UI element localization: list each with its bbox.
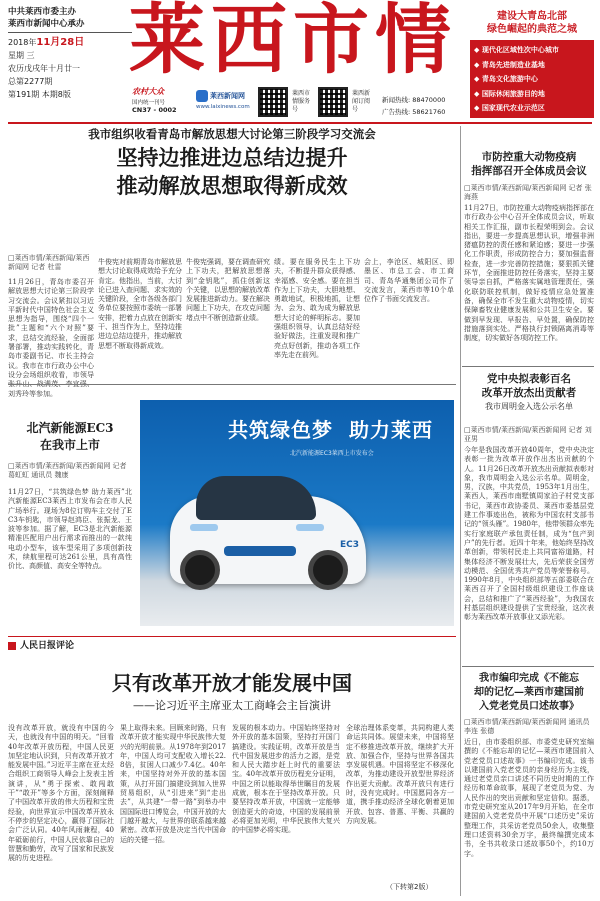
news-hotline: 新闻热线: 88470000: [382, 96, 446, 104]
banner-text-part: 助力莱西: [348, 418, 433, 442]
right2-headline-line: 党中央拟表彰百名: [487, 373, 571, 385]
cn-label: 国内统一刊号: [132, 100, 166, 106]
qr2-label: 莱西新闻订阅号: [352, 90, 371, 113]
slogan-line: 建设大青岛北部: [497, 11, 567, 22]
sponsor-info: [8, 6, 85, 30]
goal-item: ◆ 青岛文化旅游中心: [474, 75, 538, 83]
commentary-subhead: ——论习近平主席亚太工商峰会主旨演讲: [133, 699, 331, 712]
divider: [8, 384, 456, 385]
newspaper-title: 莱西市情: [129, 0, 457, 84]
goal-item: ◆ 现代化区域性次中心城市: [474, 46, 559, 54]
right2-byline: □莱西市情/莱西新闻/莱西新闻网 记者 刘亚男: [464, 426, 592, 443]
car-grille: [224, 546, 296, 556]
lead-kicker: 我市组织收看青岛市解放思想大讨论第三阶段学习交流会: [88, 127, 376, 141]
site-logo[interactable]: [196, 90, 250, 114]
sponsor-line: 中共莱西市委主办: [8, 7, 77, 17]
cn-number: CN37 - 0002: [132, 106, 177, 114]
weekday: 星期 三: [8, 51, 35, 60]
stamp-text: 农村大众: [132, 86, 164, 96]
divider: [462, 666, 594, 667]
wheel-icon: [180, 550, 220, 590]
lead-headline: 坚持边推进边总结边提升: [116, 145, 348, 170]
right2-deck: 我市周明金入选公示名单: [485, 402, 573, 411]
lead-col: 会上，李沧区、城阳区、即墨区、市总工会、市工商司、青岛华通集团公司作了交流发言，莱西市等10个单位作了书面交流发言。: [364, 258, 454, 304]
lead-col: 牛俊宪对前期青岛市解放思想大讨论取得成效给予充分肯定。他指出，当前，大讨论已进入查问题、求实效的关键阶段，全市各级各部门务单位要按照市委统一部署安排，把着力点放在创新实干、担当作为上，坚持边推进边总结边提升，推动解放思想不断取得新成效。: [98, 258, 182, 350]
car-photo: [140, 400, 454, 626]
car-badge: EC3: [340, 540, 360, 550]
right2-body: 今年是我国改革开放40周年，党中央决定表彰一批为改革开放作出杰出贡献的个人。11月26日改革开放杰出贡献拟表彰对象，我市周明金入选公示名单。周明金，男，汉族，中共党员，1953年1月出生，莱西人，莱西市南墅镇周家泊子村党支部书记，莱西市政协委员、莱西市委基层党建工作事迹出色，被称为中国农村支部书记的“领头雁”。1980年，他带领群众率先实行家庭联产承包责任制，成为“包产到户”的先行者。近四十年来，他始终坚持改革创新，带领村民走上共同富裕道路，村集体经济不断发展壮大，先后荣获全国劳动模范、全国优秀共产党员等荣誉称号。1990年8月，中央组织部等五部委联合在莱西召开了全国村级组织建设工作座谈会，总结和推广了“莱西经验”，为我国农村基层组织建设提供了宝贵经验，这次表彰为莱西改革开放事业又添光彩。: [464, 446, 594, 622]
lunar-date: 农历戊戌年十月廿一: [8, 64, 80, 73]
hotlines: [382, 94, 445, 118]
lead-byline: □莱西市情/莱西新闻/莱西新闻网 记者 杜雷: [8, 254, 90, 271]
slogan: [468, 10, 596, 36]
right3-headline-line: 却的记忆—莱西市建国前: [474, 687, 584, 698]
masthead-rule: [8, 122, 592, 124]
lead-col: 绩。要在服务民生上下功夫，不断提升群众获得感、幸福感、安全感。要在担当作为上下功夫，大胆地想、勇敢地试，积极地抓，让想为、会为、敢为成为解放思想大讨论的鲜明标志。要加强组织领导，认真总结好经验好做法，注重发现和推广亮点好创新，推动各项工作率先走在前列。: [274, 258, 360, 359]
lead-col: 牛俊宪强调，要在调查研究上下功夫，把解放思想落到“金钥匙”，抓住创新这个关键，以思想的解放改革发展推进新动力。要在解决问题上下功夫，在攻克问题堵点中不断创造新业绩。: [186, 258, 270, 322]
lead-headline: 推动解放思想取得新成效: [116, 173, 348, 198]
banner-text: [228, 414, 448, 443]
goal-item: ◆ 国际休闲旅游目的地: [474, 89, 545, 98]
goals-box: [470, 40, 594, 118]
divider: [8, 32, 132, 33]
right1-headline-line: 市防控重大动物疫病: [481, 151, 577, 163]
right3-headline-line: 我市编印完成《不能忘: [479, 673, 579, 684]
qr-code-icon[interactable]: [258, 87, 288, 117]
site-url: www.laixinews.com: [196, 104, 250, 110]
ad-hotline: 广告热线: 58621760: [382, 108, 446, 116]
car-headline-line: 北汽新能源EC3: [26, 421, 114, 435]
section-rule: [8, 636, 456, 637]
commentary-col: 发展的根本动力。中国始终坚持对外开放的基本国策，坚持打开国门搞建设。实践证明，改革开放是当代中国发展进步的活力之源，是党和人民大踏步赶上时代的重要法宝。40年改革开放历程充分证明，中国之所以能取得举世瞩目的发展成就，根本在于坚持改革开放。只要坚持改革开放，中国就一定能够创造更大的奇迹，中国的发展前景必将更加光明，中华民族伟大复兴的中国梦必将实现。: [232, 724, 340, 835]
right1-headline: [464, 150, 594, 178]
divider: [462, 366, 594, 367]
car-windshield: [196, 476, 316, 520]
date-year: 2018年: [8, 38, 37, 47]
headlight-icon: [296, 524, 324, 531]
right3-byline: □莱西市情/莱西新闻/莱西新闻网 通讯员 李连 张德: [464, 718, 590, 735]
column-divider: [460, 126, 461, 896]
commentary-col: 没有改革开放，就没有中国的今天，也就没有中国的明天。“回看40年改革开放历程，中国人民更加坚定地认识到，只有改革开放才能发展中国。”习近平主席在亚太经合组织工商领导人峰会上发表主旨演讲，从“勇于探索、敢闯敢干”“敢开”等多个方面，深刻阐释了中国改革开放的伟大历程和宝贵经验，向世界宣示中国改革开放永不停步的坚定决心，赢得了国际社会广泛认同。40年风雨兼程，40年砥砺前行，中国人民依靠自己的智慧和勤劳，改写了国家和民族发展的历史进程。: [8, 724, 114, 863]
section-marker-icon: [8, 642, 16, 650]
right3-headline: [464, 672, 594, 714]
site-logo-text: 莱西新闻网: [210, 92, 245, 100]
banner-text-part: 共筑绿色梦: [228, 418, 333, 442]
date-day: 11月28日: [36, 37, 85, 48]
car-body: 11月27日，“共筑绿色梦 助力莱西”北汽新能源EC3莱西上市发布会在市人民广场举行。现场为8位订购车主交付了EC3车钥匙，市领导赵鸿臣、张振龙、王波等参加。据了解，EC3是北汽新能源精准匹配用户出行需求而推出的一款纯电动小型车，该车型采用了多项创新技术，续航里程可达261公里，具有高性价比、高颜值、高安全等特点。: [8, 488, 132, 571]
wheel-icon: [308, 550, 348, 590]
right2-headline-line: 改革开放杰出贡献者: [481, 387, 577, 399]
cn-block: [132, 100, 177, 114]
goal-item: ◆ 国家现代农业示范区: [474, 104, 545, 112]
right1-headline-line: 指挥部召开全体成员会议: [471, 165, 587, 177]
section-label: 人民日报评论: [20, 641, 75, 651]
sponsor-line: 莱西市新闻中心承办: [8, 19, 85, 29]
right3-body: 近日，由市委组织部、市委党史研究室编撰的《不能忘却的记忆—莱西市建国前入党老党员口述故事》一书编印完成。该书以建国前入党老党员的亲身经历为主线，通过老党员亲口讲述不同历史时期的工作经历和革命故事，展现了老党员为党、为人民作出的突出贡献和坚定信仰。据悉，市党史研究室从2017年9月开始，在全市建国前入党老党员中开展“口述历史”采访整理工作，共采访老党员50余人，收集整理口述资料30余万字，最终编撰完成本书，全书共收录口述故事50个，约10万字。: [464, 738, 594, 858]
goal-item: ◆ 青岛先进制造业基地: [474, 60, 545, 69]
lead-col: 11月26日，青岛市委召开解放思想大讨论第三阶段学习交流会。会议紧扣以习近平新时代中国特色社会主义思想为指导，围绕“四个一批”主题和“六个对照”要求，总结交流经验，全面部署部署，推动实践转化，青岛市委副书记、市长主持会议。我市在市行政办公中心设分会场组织收看，市领导 刘秀玲等参加。: [8, 278, 94, 398]
commentary-headline: 只有改革开放才能发展中国: [112, 671, 352, 695]
right3-headline-line: 入党老党员口述故事》: [479, 701, 579, 712]
car-headline-line: 在我市上市: [39, 438, 100, 452]
right1-byline: □莱西市情/莱西新闻/莱西新闻网 记者 张海燕: [464, 184, 592, 201]
car-byline: □莱西市情/莱西新闻/莱西新闻网 记者 葛虹虹 通讯员 魏康: [8, 462, 127, 479]
date-block: [8, 36, 84, 101]
headlight-icon: [190, 524, 218, 531]
right2-headline: [464, 372, 594, 400]
car-headline: [8, 420, 132, 454]
commentary-col: 果上取得未来。回顾来时路，只有改革开放才能实现中华民族伟大复兴的光明前景。从1978年到2017年，中国人均可支配收入增长22.8倍，贫困人口减少7.4亿。40年来，中国坚持对外开放的基本国策，从打开国门搞建设到加入世界贸易组织，从“引进来”到“走出去”，从共建“一带一路”到举办中国国际进口博览会，中国开放的大门越开越大，与世界的联系越来越紧密。改革开放是决定当代中国命运的关键一招。: [120, 724, 226, 844]
continued-note: （下转第2版）: [386, 883, 433, 891]
banner-caption: 北汽新能源EC3莱西上市发布会: [290, 450, 374, 457]
qr-code-icon[interactable]: [318, 87, 348, 117]
issue-line: 第191期 本期8版: [8, 90, 71, 99]
qr1-label: 莱西市情服务号: [292, 90, 311, 113]
commentary-col: 全球治理体系变革，共同构建人类命运共同体。展望未来，中国将坚定不移推进改革开放，继续扩大开放、加强合作，坚持与世界各国共享发展机遇。中国将坚定不移深化改革，为推动建设开放型世界经济作出更大贡献。改革开放只有进行时，没有完成时。中国愿同各方一道，携手推动经济全球化朝着更加开放、包容、普惠、平衡、共赢的方向发展。: [346, 724, 454, 825]
slogan-line: 绿色崛起的典范之城: [487, 24, 577, 35]
site-logo-icon: [196, 90, 208, 102]
right1-body: 11月27日，市防控重大动物疫病指挥部在市行政办公中心召开全体成员会议，听取相关工作汇报，副市长程荣明到会。会议指出，要进一步提高思想认识，增强非洲猪瘟防控的责任感和紧迫感；要进一步强化工作职责，形成防控合力；要加强监督检查，进一步完善防控措施；要狠抓关键环节，全面推进防控任务落实，坚持主要领导亲自抓，严格落实属地管理责任，强化联防联控机制，做好疫情应急处置准备，确保全市不发生重大动物疫情，切实保障畜牧业健康发展和公共卫生安全。要做到早发现、早报告、早处置，确保防控措施落到实处。严格执行封锁隔离消毒等制度，切实做好各项防控工作。: [464, 204, 594, 343]
issue-total: 总第2277期: [8, 77, 53, 86]
